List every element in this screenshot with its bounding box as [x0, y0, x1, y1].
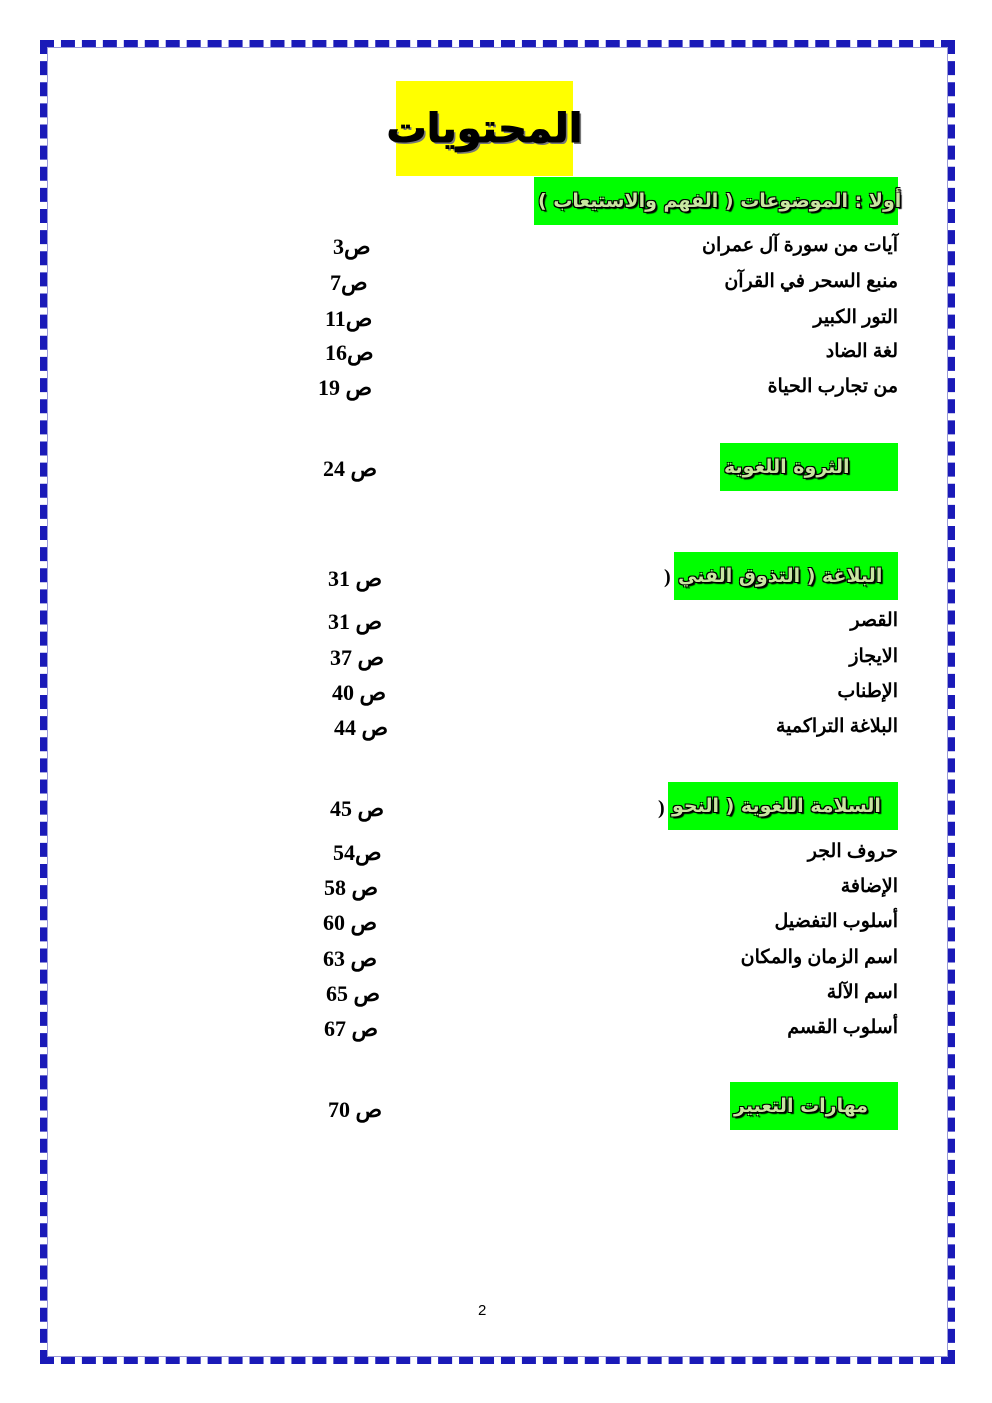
toc-item-page: ص 60 [323, 910, 378, 935]
toc-item-page: ص16 [325, 340, 374, 365]
section-heading-text: مهارات التعبير [734, 1095, 869, 1117]
toc-item-label: الإضافة [840, 876, 898, 897]
toc-item-label: اسم الآلة [826, 982, 898, 1003]
toc-item-label: البلاغة التراكمية [775, 716, 898, 737]
toc-item-page: ص 67 [324, 1016, 379, 1041]
toc-item-page: ص 44 [334, 715, 389, 740]
toc-item-page: ص 58 [324, 875, 379, 900]
section-heading-grammar [668, 782, 898, 830]
section-heading-text: أولا : الموضوعات ( الفهم والاستيعاب ) [538, 190, 902, 212]
toc-item-label: حروف الجر [807, 841, 898, 862]
toc-item-label: التور الكبير [813, 307, 898, 328]
toc-item-label: أسلوب القسم [787, 1017, 898, 1038]
toc-item-page: ص 65 [326, 981, 381, 1006]
toc-item-label: اسم الزمان والمكان [740, 947, 898, 968]
toc-item-label: منبع السحر في القرآن [724, 271, 898, 292]
toc-item-label: أسلوب التفضيل [774, 911, 898, 932]
section-page: ص 70 [328, 1097, 383, 1122]
toc-item-label: القصر [850, 610, 898, 631]
section-heading-comprehension [534, 177, 902, 225]
section-heading-text: السلامة اللغوية ( النحو [672, 795, 881, 817]
title-box [386, 81, 583, 176]
section-page: ص 45 [330, 796, 385, 821]
section-heading-rhetoric [674, 552, 898, 600]
toc-item-page: ص 19 [318, 375, 373, 400]
toc-item-page: ص 31 [328, 609, 383, 634]
toc-item-page: ص54 [333, 840, 382, 865]
section-heading-text: الثروة اللغوية [724, 456, 850, 478]
toc-item-page: ص 37 [330, 645, 385, 670]
section-heading-tail: ) [658, 797, 665, 819]
toc-item-label: من تجارب الحياة [767, 376, 898, 397]
section-heading-expression [730, 1082, 898, 1130]
page-title: المحتويات [386, 105, 583, 152]
footer-page-number: 2 [478, 1302, 487, 1319]
toc-item-page: ص3 [333, 234, 371, 259]
section-heading-vocabulary [720, 443, 898, 491]
toc-item-page: ص11 [325, 306, 373, 331]
section-page: ص 31 [328, 566, 383, 591]
toc-item-page: ص 63 [323, 946, 378, 971]
toc-item-label: الإطناب [837, 681, 898, 702]
section-heading-tail: ) [664, 566, 671, 588]
section-heading-text: البلاغة ( التذوق الفني [678, 565, 883, 587]
toc-item-label: لغة الضاد [825, 341, 898, 362]
toc-item-page: ص 40 [332, 680, 387, 705]
section-page: ص 24 [323, 456, 378, 481]
toc-item-label: الايجاز [849, 646, 898, 667]
toc-item-page: ص7 [330, 270, 368, 295]
toc-item-label: آيات من سورة آل عمران [702, 235, 898, 256]
